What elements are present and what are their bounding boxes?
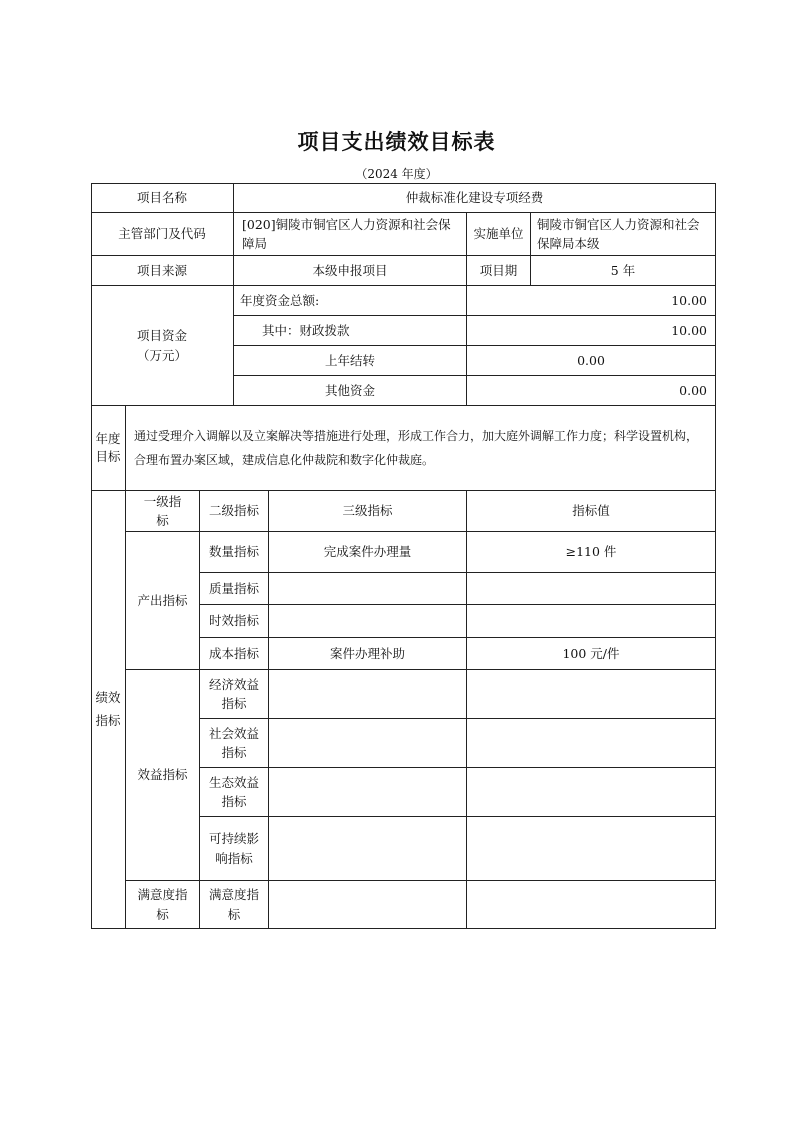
benefit-l3: [269, 768, 467, 817]
output-l2: 数量指标: [200, 532, 269, 573]
goal-label: 年度目标: [91, 406, 126, 491]
output-l3: 完成案件办理量: [269, 532, 467, 573]
output-l2: 质量指标: [200, 573, 269, 605]
department-value: [020]铜陵市铜官区人力资源和社会保障局: [234, 213, 467, 256]
benefit-value: [467, 817, 716, 881]
funds-label: 项目资金: [136, 328, 187, 344]
fund-item-value: 0.00: [467, 346, 716, 376]
header-level1: 一级指标: [126, 491, 200, 532]
funds-label-cell: [91, 286, 234, 406]
goal-text: 通过受理介入调解以及立案解决等措施进行处理，形成工作合力，加大庭外调解工作力度；科学设置机构，合理布置办案区域，建成信息化仲裁院和数字化仲裁庭。: [126, 406, 716, 491]
header-level2: 二级指标: [200, 491, 269, 532]
implementer-label: 实施单位: [467, 213, 531, 256]
period-label: 项目期: [467, 256, 531, 286]
benefit-l2: 可持续影响指标: [200, 817, 269, 881]
fund-item-value: 10.00: [467, 286, 716, 316]
benefit-value: [467, 768, 716, 817]
fund-item-label: 其中：财政拨款: [234, 316, 467, 346]
output-l3: [269, 573, 467, 605]
benefit-l3: [269, 719, 467, 768]
benefit-indicator-label: 效益指标: [126, 670, 200, 881]
benefit-value: [467, 719, 716, 768]
output-l3: 案件办理补助: [269, 638, 467, 670]
benefit-l2: 社会效益指标: [200, 719, 269, 768]
source-label: 项目来源: [91, 256, 234, 286]
fiscal-year: （2024 年度）: [355, 167, 438, 181]
output-value: ≥110 件: [467, 532, 716, 573]
department-label: 主管部门及代码: [91, 213, 234, 256]
performance-label: 绩效指标: [91, 491, 126, 929]
funds-unit: （万元）: [136, 347, 187, 363]
output-l2: 成本指标: [200, 638, 269, 670]
output-value: [467, 605, 716, 638]
satisfaction-l2: 满意度指标: [200, 881, 269, 929]
project-name-label: 项目名称: [91, 183, 234, 213]
satisfaction-value: [467, 881, 716, 929]
fund-item-value: 10.00: [467, 316, 716, 346]
output-indicator-label: 产出指标: [126, 532, 200, 670]
fund-item-label: 其他资金: [234, 376, 467, 406]
period-value: 5 年: [531, 256, 716, 286]
fund-item-value: 0.00: [467, 376, 716, 406]
benefit-l3: [269, 817, 467, 881]
benefit-l2: 经济效益指标: [200, 670, 269, 719]
output-value: 100 元/件: [467, 638, 716, 670]
output-l2: 时效指标: [200, 605, 269, 638]
fund-item-label: 上年结转: [234, 346, 467, 376]
satisfaction-l3: [269, 881, 467, 929]
header-value: 指标值: [467, 491, 716, 532]
benefit-value: [467, 670, 716, 719]
benefit-l2: 生态效益指标: [200, 768, 269, 817]
benefit-l3: [269, 670, 467, 719]
implementer-value: 铜陵市铜官区人力资源和社会保障局本级: [531, 213, 716, 256]
project-name-value: 仲裁标准化建设专项经费: [234, 183, 716, 213]
fund-item-label: 年度资金总额:: [234, 286, 467, 316]
output-value: [467, 573, 716, 605]
satisfaction-indicator-label: 满意度指标: [126, 881, 200, 929]
page-title: 项目支出绩效目标表: [297, 130, 496, 154]
source-value: 本级申报项目: [234, 256, 467, 286]
output-l3: [269, 605, 467, 638]
header-level3: 三级指标: [269, 491, 467, 532]
